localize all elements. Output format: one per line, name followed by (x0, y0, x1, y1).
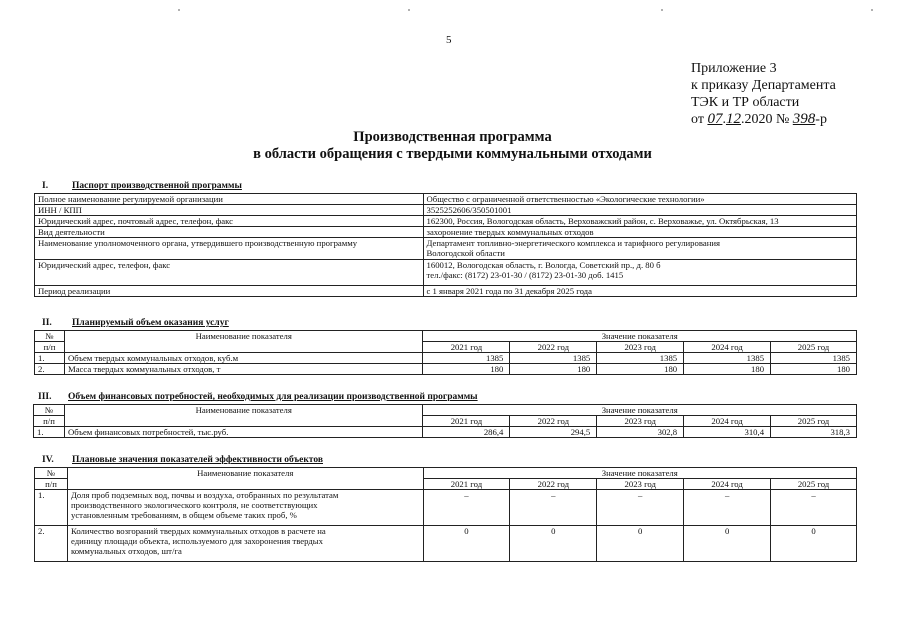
cell-name-line: Количество возгораний твердых коммунальных отходов в расчете на (70, 526, 326, 536)
cell-num: 2. (35, 364, 65, 375)
cell-value: 180 (510, 364, 597, 375)
year-header: 2023 год (597, 416, 684, 427)
cell-value: Общество с ограниченной ответственностью «Экологические технологии» (423, 194, 856, 205)
section4-number: IV. (42, 455, 54, 465)
table-row (35, 364, 857, 375)
appendix-line2: к приказу Департамента (691, 78, 836, 93)
cell-value: 162300, Россия, Вологодская область, Верховажский район, с. Верховажье, ул. Октябрьская, 13 (423, 216, 856, 227)
col-value-header: Значение показателя (423, 331, 857, 342)
col-num-header: № (35, 468, 68, 479)
cell-name: Масса твердых коммунальных отходов, т (64, 364, 423, 375)
cell-value: – (771, 490, 857, 526)
year-header: 2025 год (771, 416, 857, 427)
year-header: 2022 год (510, 342, 597, 353)
cell-value: 1385 (771, 353, 857, 364)
cell-num: 1. (35, 490, 68, 526)
year-header: 2021 год (423, 479, 510, 490)
cell-value: 180 (771, 364, 857, 375)
cell-name: Объем твердых коммунальных отходов, куб.м (64, 353, 423, 364)
table-row (35, 216, 857, 227)
year-header: 2024 год (684, 479, 771, 490)
year-header: 2025 год (771, 479, 857, 490)
cell-label: Юридический адрес, телефон, факс (35, 260, 424, 286)
order-number: 398 (792, 111, 816, 127)
cell-value: 180 (423, 364, 510, 375)
section1-number: I. (42, 181, 49, 191)
appendix-prefix: от (691, 112, 704, 127)
cell-name: Объем финансовых потребностей, тыс.руб. (64, 427, 423, 438)
year-header: 2022 год (510, 479, 597, 490)
cell-name-line: установленным требованиям, в общем объеме таких проб, % (70, 510, 297, 520)
col-num-header: № (35, 331, 65, 342)
cell-label: Полное наименование регулируемой организации (35, 194, 424, 205)
year-header: 2022 год (510, 416, 597, 427)
col-value-header: Значение показателя (423, 468, 857, 479)
cell-value-line1: Департамент топливно-энергетического комплекса и тарифного регулирования (426, 238, 721, 248)
table-row (35, 194, 857, 205)
cell-value: 180 (684, 364, 771, 375)
table-row (35, 490, 857, 526)
year-header: 2024 год (684, 416, 771, 427)
table-row (35, 238, 857, 260)
cell-value: 1385 (510, 353, 597, 364)
col-num-header: № (34, 405, 65, 416)
col-name-header: Наименование показателя (67, 468, 423, 490)
cell-value (423, 238, 856, 260)
cell-value: – (684, 490, 771, 526)
section2-number: II. (42, 318, 52, 328)
section4-heading (42, 455, 323, 465)
cell-value: захоронение твердых коммунальных отходов (423, 227, 856, 238)
doc-title-line1: Производственная программа (353, 129, 552, 145)
cell-label: Период реализации (35, 286, 424, 297)
cell-value (423, 260, 856, 286)
col-value-header: Значение показателя (423, 405, 857, 416)
cell-value: 0 (684, 526, 771, 562)
cell-label: ИНН / КПП (35, 205, 424, 216)
cell-value: 1385 (684, 353, 771, 364)
services-volume-table (34, 330, 857, 375)
scan-speck (661, 9, 663, 11)
cell-name-line: производственного экологического контроля, не соответствующих (70, 500, 318, 510)
cell-num: 1. (34, 427, 65, 438)
cell-value: – (423, 490, 510, 526)
cell-value: с 1 января 2021 года по 31 декабря 2025 года (423, 286, 856, 297)
cell-num: 1. (35, 353, 65, 364)
cell-value: 310,4 (684, 427, 771, 438)
cell-value: 294,5 (510, 427, 597, 438)
appendix-line3: ТЭК и ТР области (691, 95, 800, 110)
col-num-header-2: п/п (35, 342, 65, 353)
appendix-line1: Приложение 3 (691, 61, 777, 76)
section2-title: Планируемый объем оказания услуг (72, 318, 229, 328)
table-row (34, 427, 857, 438)
col-name-header: Наименование показателя (64, 405, 423, 427)
cell-value: 318,3 (771, 427, 857, 438)
cell-value: 0 (771, 526, 857, 562)
cell-name (67, 490, 423, 526)
date-month: 12 (725, 111, 741, 127)
appendix-block (691, 60, 871, 128)
cell-value-line2: Вологодской области (426, 248, 505, 258)
col-name-header: Наименование показателя (64, 331, 423, 353)
table-row (35, 526, 857, 562)
table-row (35, 353, 857, 364)
scan-speck (871, 9, 873, 11)
year-header: 2023 год (597, 479, 684, 490)
cell-value: 286,4 (423, 427, 510, 438)
year-header: 2024 год (684, 342, 771, 353)
cell-value: 1385 (423, 353, 510, 364)
table-row (35, 286, 857, 297)
date-year: 2020 № (744, 112, 790, 127)
cell-name-line: коммунальных отходов, шт/га (70, 546, 182, 556)
cell-label: Наименование уполномоченного органа, утвердившего производственную программу (35, 238, 424, 260)
cell-value: 0 (597, 526, 684, 562)
section3-heading (38, 392, 478, 402)
date-day: 07 (707, 111, 723, 127)
table-header-row (34, 405, 857, 416)
cell-value: 302,8 (597, 427, 684, 438)
col-num-header-2: п/п (34, 416, 65, 427)
year-header: 2021 год (423, 416, 510, 427)
section4-title: Плановые значения показателей эффективности объектов (72, 455, 323, 465)
order-suffix: -р (815, 112, 827, 127)
doc-title-line2: в области обращения с твердыми коммунальными отходами (253, 146, 652, 162)
cell-value: – (597, 490, 684, 526)
table-row (35, 205, 857, 216)
financial-needs-table (33, 404, 857, 438)
appendix-date-line: от 07.12.2020 № 398-р (691, 111, 827, 127)
efficiency-table (34, 467, 857, 562)
table-header-row (35, 331, 857, 342)
cell-label: Вид деятельности (35, 227, 424, 238)
cell-value: – (510, 490, 597, 526)
cell-value: 0 (510, 526, 597, 562)
cell-num: 2. (35, 526, 68, 562)
cell-value: 0 (423, 526, 510, 562)
cell-name (67, 526, 423, 562)
scan-speck (178, 9, 180, 11)
section1-title: Паспорт производственной программы (72, 181, 242, 191)
cell-value-line1: 160012, Вологодская область, г. Вологда, Советский пр., д. 80 б (426, 260, 661, 270)
table-header-row (35, 468, 857, 479)
section3-number: III. (38, 392, 52, 402)
col-num-header-2: п/п (35, 479, 68, 490)
section2-heading (42, 318, 229, 328)
cell-value: 3525252606/350501001 (423, 205, 856, 216)
section1-heading (42, 181, 242, 191)
passport-table (34, 193, 857, 297)
cell-label: Юридический адрес, почтовый адрес, телефон, факс (35, 216, 424, 227)
year-header: 2023 год (597, 342, 684, 353)
cell-value-line2: тел./факс: (8172) 23-01-30 / (8172) 23-01-30 доб. 1415 (426, 270, 624, 280)
scan-speck (408, 9, 410, 11)
cell-name-line: Доля проб подземных вод, почвы и воздуха, отобранных по результатам (70, 490, 339, 500)
cell-name-line: единицу площади объекта, используемого для захоронения твердых (70, 536, 323, 546)
page-number: 5 (446, 34, 452, 46)
year-header: 2021 год (423, 342, 510, 353)
section3-title: Объем финансовых потребностей, необходимых для реализации производственной программы (68, 392, 478, 402)
cell-value: 180 (597, 364, 684, 375)
year-header: 2025 год (771, 342, 857, 353)
cell-value: 1385 (597, 353, 684, 364)
table-row (35, 260, 857, 286)
table-row (35, 227, 857, 238)
